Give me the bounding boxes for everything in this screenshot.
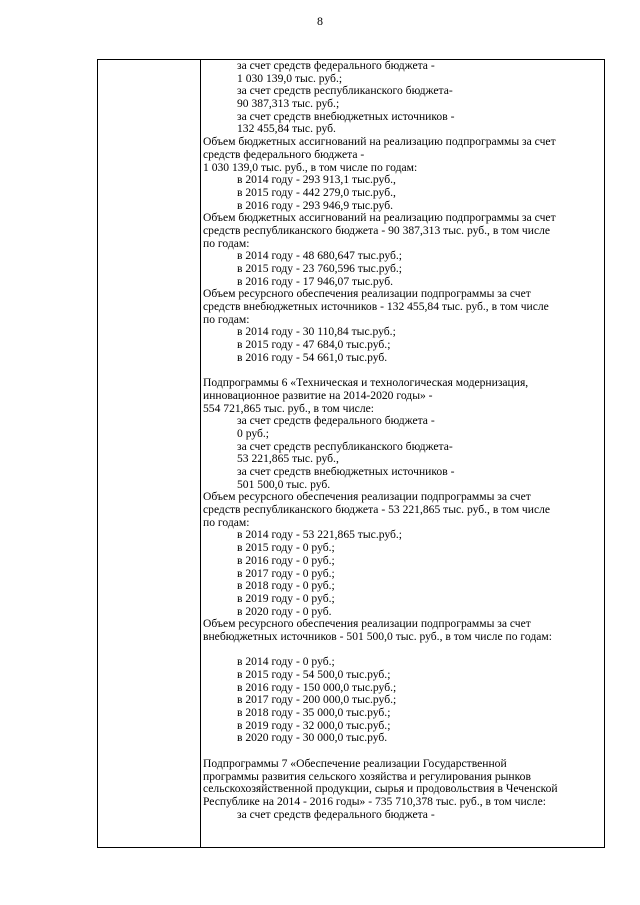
text-line: сельскохозяйственной продукции, сырья и продовольствия в Чеченской — [203, 782, 558, 796]
text-line: 53 221,865 тыс. руб., — [237, 452, 339, 466]
text-line: 132 455,84 тыс. руб. — [237, 122, 336, 136]
text-line: в 2020 году - 30 000,0 тыс.руб. — [237, 731, 388, 745]
text-line: по годам: — [203, 515, 250, 529]
column-divider — [200, 59, 201, 848]
text-line: в 2017 году - 200 000,0 тыс.руб.; — [237, 693, 397, 707]
page-number: 8 — [317, 14, 323, 28]
text-line: в 2017 году - 0 руб.; — [237, 566, 335, 580]
text-line: в 2016 году - 17 946,07 тыс.руб. — [237, 274, 393, 288]
text-line: 90 387,313 тыс. руб.; — [237, 97, 340, 111]
text-line: в 2014 году - 0 руб.; — [237, 655, 335, 669]
text-line: в 2015 году - 54 500,0 тыс.руб.; — [237, 668, 391, 681]
text-line: в 2014 году - 30 110,84 тыс.руб.; — [237, 325, 396, 339]
text-line: в 2016 году - 150 000,0 тыс.руб.; — [237, 680, 397, 694]
text-line: Объем ресурсного обеспечения реализации подпрограммы за счет — [203, 287, 531, 301]
text-line: Республике на 2014 - 2016 годы» - 735 710,378 тыс. руб., в том числе: — [203, 794, 546, 808]
text-line: Объем ресурсного обеспечения реализации подпрограммы за счет — [203, 490, 531, 504]
text-line: за счет средств республиканского бюджета- — [237, 439, 453, 453]
text-line: 554 721,865 тыс. руб., в том числе: — [203, 401, 374, 415]
text-line: Подпрограммы 6 «Техническая и технологическая модернизация, — [203, 376, 529, 390]
text-line: инновационное развитие на 2014-2020 годы» - — [203, 388, 433, 402]
text-line: в 2018 году - 35 000,0 тыс.руб.; — [237, 706, 391, 720]
text-line: в 2015 году - 47 684,0 тыс.руб.; — [237, 338, 391, 352]
text-line: Объем бюджетных ассигнований на реализацию подпрограммы за счет — [203, 135, 556, 149]
text-line: в 2015 году - 23 760,596 тыс.руб.; — [237, 262, 403, 275]
text-line: в 2019 году - 0 руб.; — [237, 591, 335, 605]
text-line: 1 030 139,0 тыс. руб., в том числе по годам: — [203, 160, 418, 174]
text-line: средств федерального бюджета - — [203, 147, 365, 161]
text-line: внебюджетных источников - 501 500,0 тыс. руб., в том числе по годам: — [203, 629, 552, 643]
text-line: Объем ресурсного обеспечения реализации подпрограммы за счет — [203, 617, 531, 631]
text-line: 0 руб.; — [237, 426, 270, 440]
text-line: средств внебюджетных источников - 132 455,84 тыс. руб., в том числе — [203, 300, 549, 314]
text-line: в 2015 году - 0 руб.; — [237, 541, 335, 555]
blank-line — [203, 745, 603, 758]
text-line: Подпрограммы 7 «Обеспечение реализации Государственной — [203, 756, 507, 770]
text-line: в 2020 году - 0 руб. — [237, 604, 332, 618]
table-content-cell — [203, 60, 603, 821]
text-line: в 2016 году - 293 946,9 тыс.руб. — [237, 198, 393, 212]
text-line: в 2016 году - 54 661,0 тыс.руб. — [237, 350, 388, 364]
text-line: за счет средств внебюджетных источников - — [237, 109, 455, 123]
text-line: программы развития сельского хозяйства и регулирования рынков — [203, 769, 531, 783]
text-line: 501 500,0 тыс. руб. — [237, 477, 331, 491]
text-line: в 2016 году - 0 руб.; — [237, 553, 335, 567]
text-line: в 2015 году - 442 279,0 тыс.руб., — [237, 185, 396, 199]
text-line: по годам: — [203, 236, 250, 250]
text-line: средств республиканского бюджета - 53 221,865 тыс. руб., в том числе — [203, 503, 551, 517]
text-line: за счет средств внебюджетных источников - — [237, 465, 455, 478]
text-line: средств республиканского бюджета - 90 387,313 тыс. руб., в том числе — [203, 223, 551, 237]
text-line: за счет средств федерального бюджета - — [237, 414, 435, 428]
text-line: по годам: — [203, 312, 250, 326]
text-line: за счет средств федерального бюджета - — [237, 807, 435, 821]
text-line: в 2018 году - 0 руб.; — [237, 579, 335, 593]
text-line: в 2014 году - 293 913,1 тыс.руб., — [237, 173, 396, 187]
text-line: в 2014 году - 48 680,647 тыс.руб.; — [237, 249, 403, 263]
text-line: в 2014 году - 53 221,865 тыс.руб.; — [237, 528, 403, 542]
text-line: за счет средств республиканского бюджета- — [237, 84, 453, 98]
text-line: за счет средств федерального бюджета - — [237, 59, 435, 72]
text-line: 1 030 139,0 тыс. руб.; — [237, 71, 343, 85]
text-line: в 2019 году - 32 000,0 тыс.руб.; — [237, 718, 391, 732]
text-line: Объем бюджетных ассигнований на реализацию подпрограммы за счет — [203, 211, 556, 225]
